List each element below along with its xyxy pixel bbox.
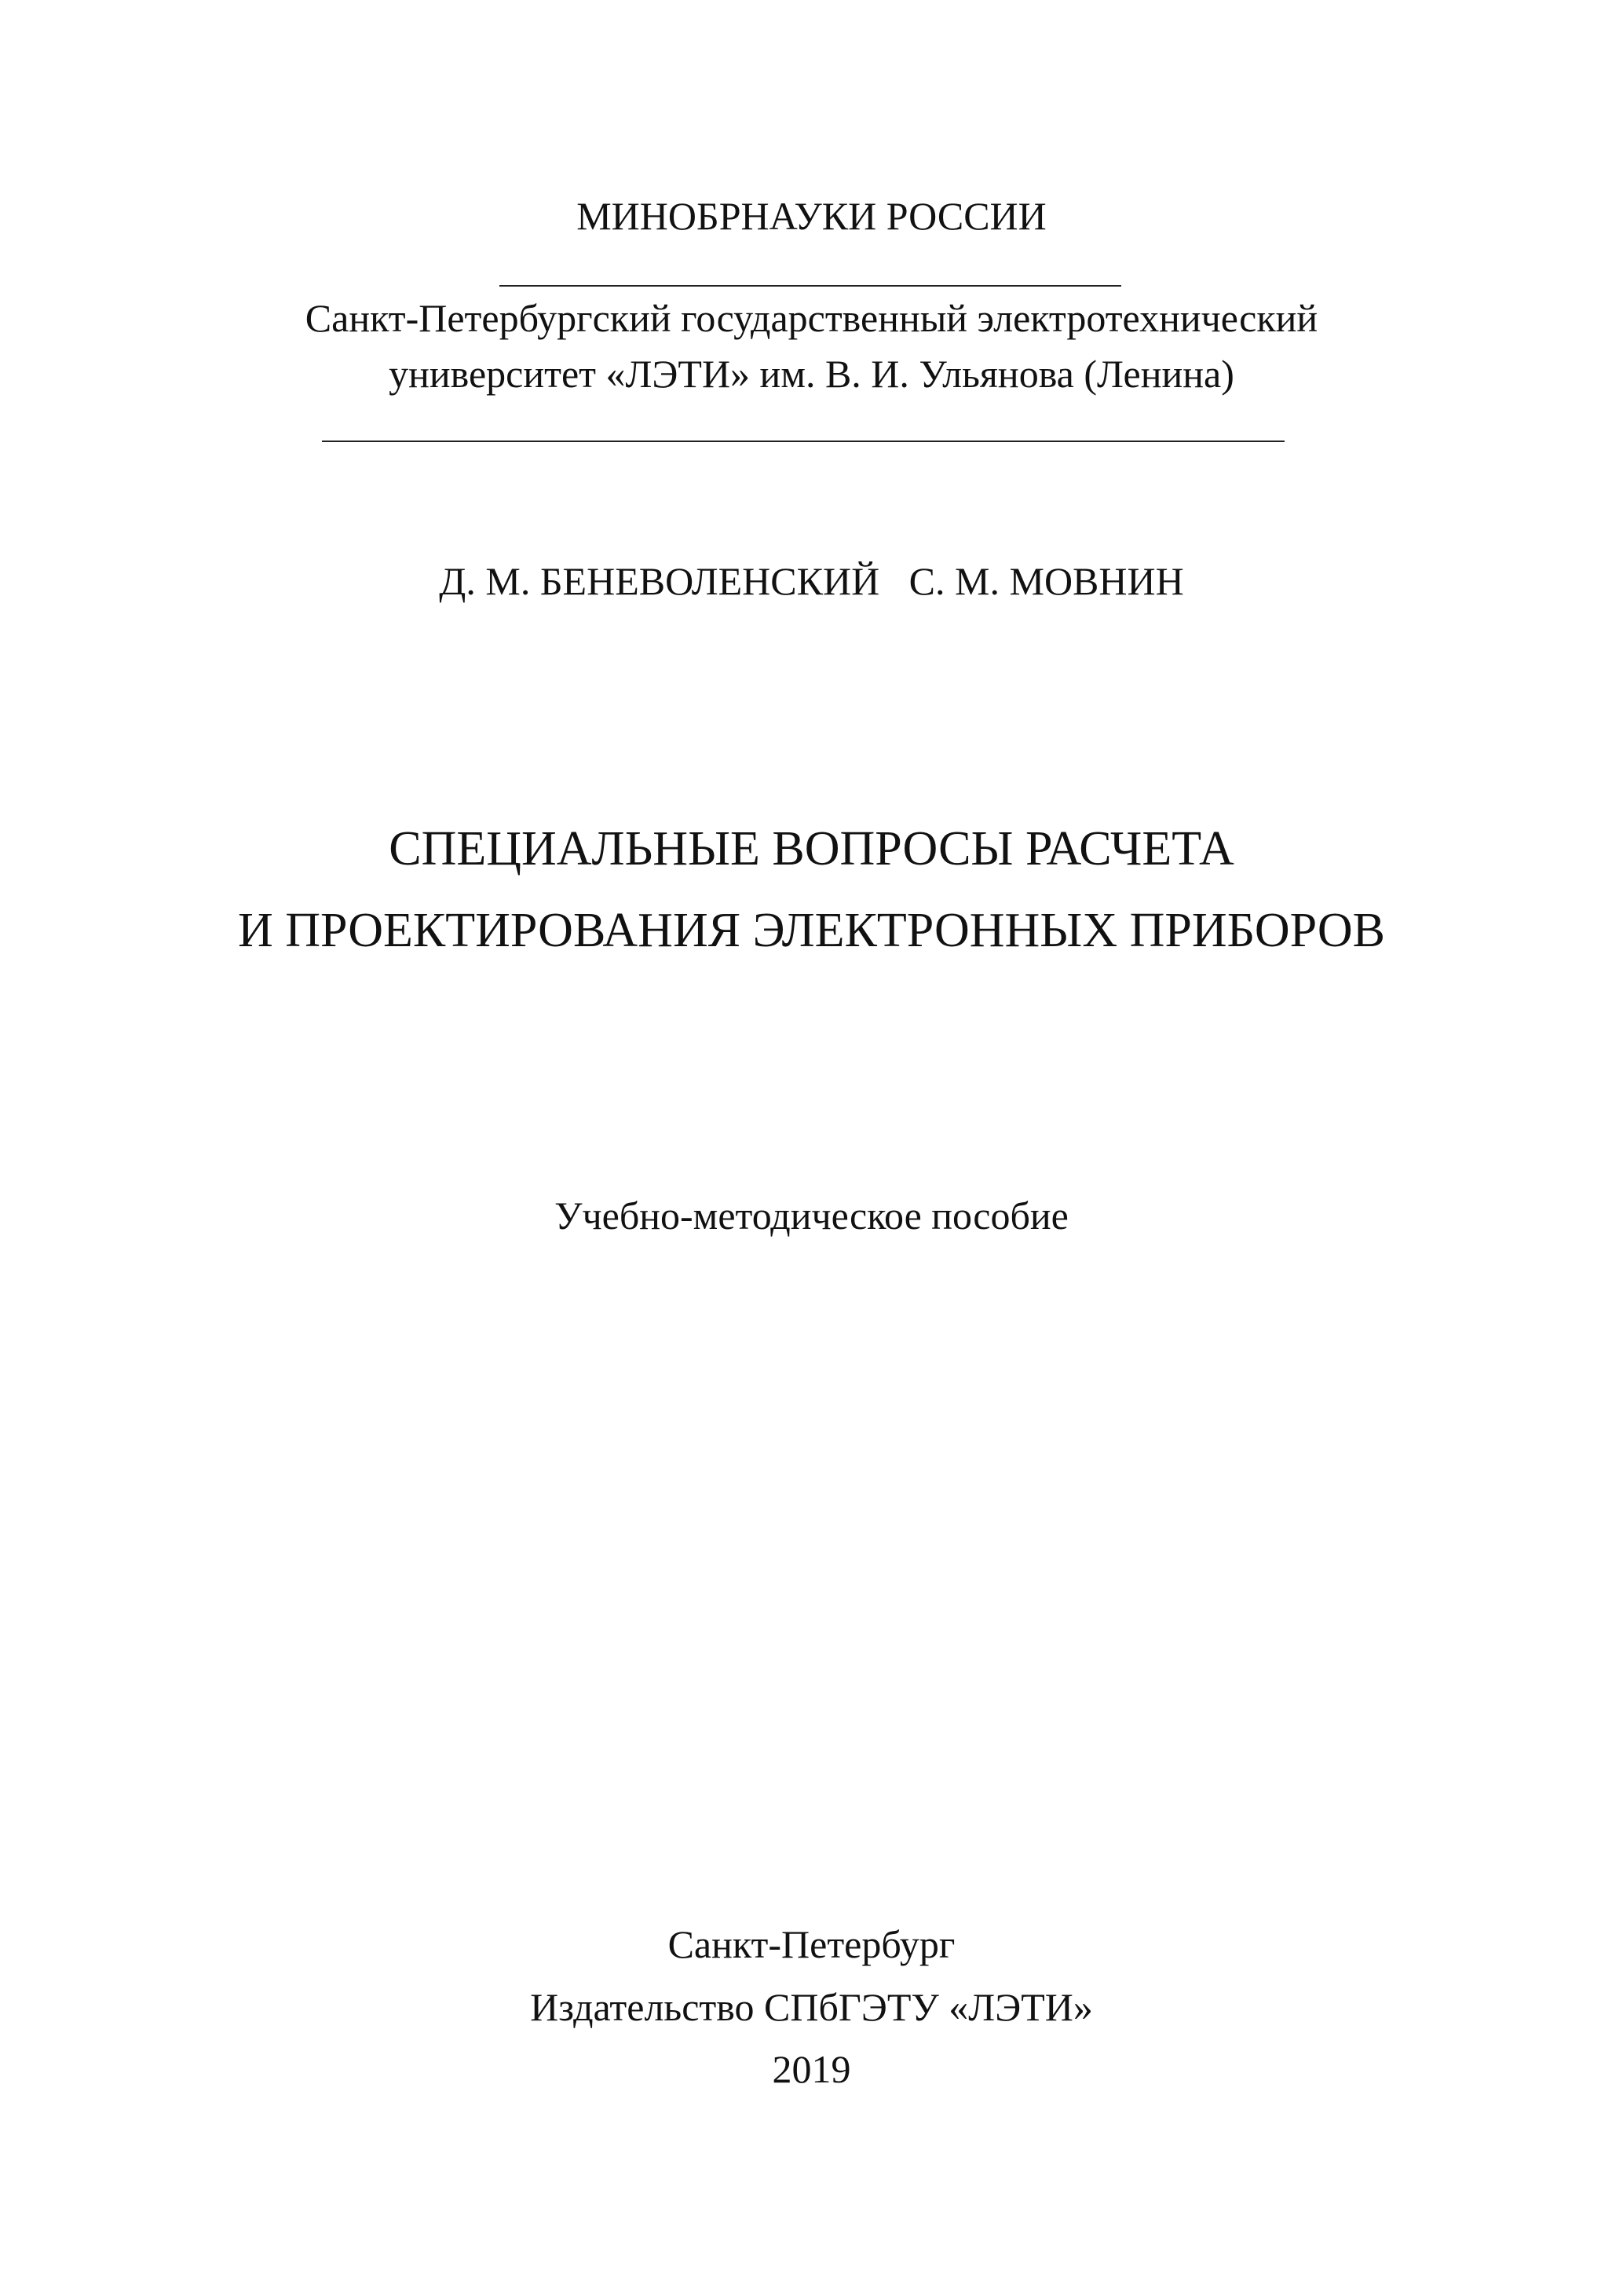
document-type: Учебно-методическое пособие [554,1194,1069,1238]
header-divider-long [322,441,1285,442]
ministry-name: МИНОБРНАУКИ РОССИИ [576,194,1047,238]
imprint-publisher: Издательство СПбГЭТУ «ЛЭТИ» [530,1985,1093,2029]
title-line2: И ПРОЕКТИРОВАНИЯ ЭЛЕКТРОННЫХ ПРИБОРОВ [238,904,1385,957]
imprint-year: 2019 [772,2047,851,2091]
authors: Д. М. БЕНЕВОЛЕНСКИЙ С. М. МОВНИН [439,559,1184,603]
university-name-line1: Санкт-Петербургский государственный электротехнический [305,296,1318,340]
title-line1: СПЕЦИАЛЬНЫЕ ВОПРОСЫ РАСЧЕТА [389,822,1234,876]
university-name-line2: университет «ЛЭТИ» им. В. И. Ульянова (Ленина) [389,352,1234,396]
imprint-city: Санкт-Петербург [667,1922,956,1966]
header-divider-short [499,285,1121,287]
